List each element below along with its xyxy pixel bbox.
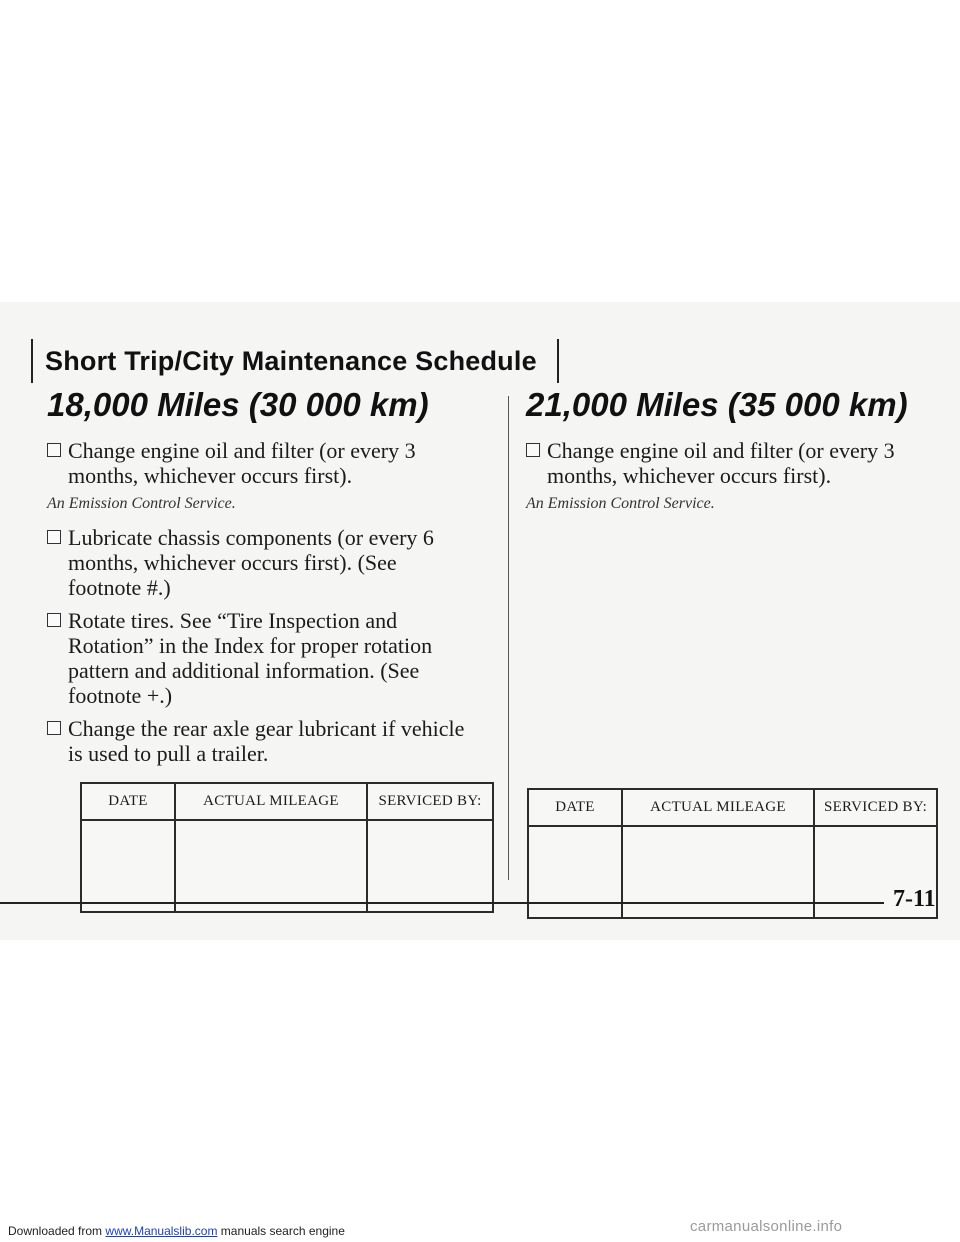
checklist-item <box>47 608 467 708</box>
date-cell[interactable] <box>81 820 175 912</box>
checklist-item-text: Change engine oil and filter (or every 3 months, whichever occurs first). <box>68 438 416 488</box>
checklist-item <box>47 525 467 600</box>
checkbox-icon[interactable] <box>47 530 61 544</box>
checklist-item <box>47 716 467 766</box>
serviced-by-header: SERVICED BY: <box>367 783 493 820</box>
mileage-cell[interactable] <box>175 820 367 912</box>
service-log-table-right <box>527 788 938 919</box>
checklist-item-text: Change engine oil and filter (or every 3 months, whichever occurs first). <box>547 438 895 488</box>
section-header <box>31 339 559 383</box>
left-column <box>47 386 467 774</box>
mileage-header: ACTUAL MILEAGE <box>622 789 814 826</box>
download-prefix: Downloaded from <box>8 1224 103 1238</box>
emission-note: An Emission Control Service. <box>47 495 236 512</box>
column-divider <box>508 396 509 880</box>
emission-note: An Emission Control Service. <box>526 495 715 512</box>
checkbox-icon[interactable] <box>526 443 540 457</box>
right-column <box>526 386 946 525</box>
checkbox-icon[interactable] <box>47 613 61 627</box>
download-suffix: manuals search engine <box>220 1224 345 1238</box>
left-heading: 18,000 Miles (30 000 km) <box>47 386 429 423</box>
checklist-item <box>526 438 946 488</box>
download-attribution <box>8 1224 345 1238</box>
checklist-item-text: Rotate tires. See “Tire Inspection and Rotation” in the Index for proper rotation pattern and additional information. (See footnote +.) <box>68 608 433 708</box>
checklist-item-text: Change the rear axle gear lubricant if vehicle is used to pull a trailer. <box>68 716 465 766</box>
checkbox-icon[interactable] <box>47 443 61 457</box>
date-header: DATE <box>81 783 175 820</box>
manualslib-link[interactable]: www.Manualslib.com <box>105 1224 218 1238</box>
date-header: DATE <box>528 789 622 826</box>
mileage-header: ACTUAL MILEAGE <box>175 783 367 820</box>
serviced-by-cell[interactable] <box>367 820 493 912</box>
date-cell[interactable] <box>528 826 622 918</box>
checkbox-icon[interactable] <box>47 721 61 735</box>
mileage-cell[interactable] <box>622 826 814 918</box>
section-title: Short Trip/City Maintenance Schedule <box>45 345 537 376</box>
right-heading: 21,000 Miles (35 000 km) <box>526 386 908 423</box>
footer-rule <box>0 902 884 904</box>
watermark: carmanualsonline.info <box>690 1218 843 1235</box>
page-number: 7-11 <box>893 886 936 912</box>
checklist-item-text: Lubricate chassis components (or every 6 months, whichever occurs first). (See footnote #.) <box>68 525 434 600</box>
checklist-item <box>47 438 467 488</box>
service-log-table-left <box>80 782 494 913</box>
serviced-by-header: SERVICED BY: <box>814 789 937 826</box>
